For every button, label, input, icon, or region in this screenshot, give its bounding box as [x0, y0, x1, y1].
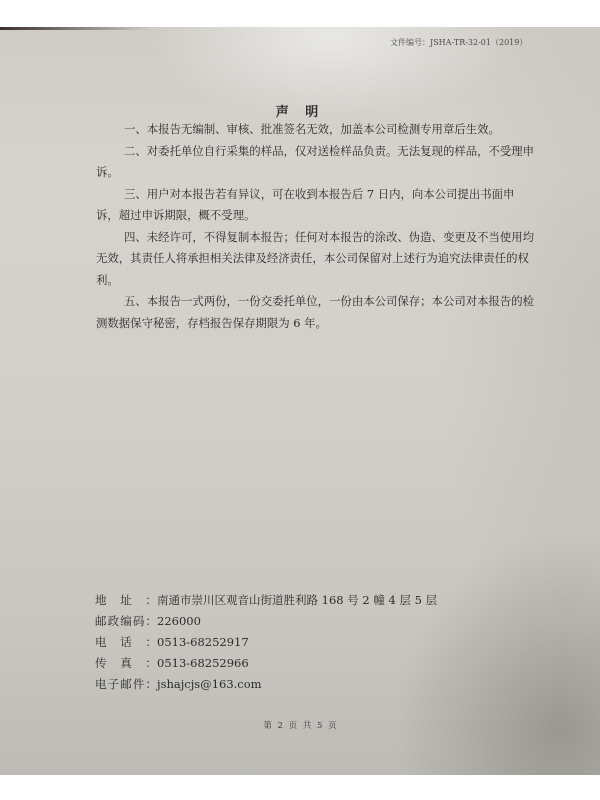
clause-1: 一、本报告无编制、审核、批准签名无效，加盖本公司检测专用章后生效。 [124, 122, 500, 136]
contact-label: 邮政编码： [95, 614, 157, 628]
contact-label: 地址： [95, 593, 157, 607]
contact-label: 电话： [95, 635, 157, 649]
contact-value: 南通市崇川区观音山街道胜利路 168 号 2 幢 4 层 5 层 [157, 593, 438, 607]
contact-value: jshajcjs@163.com [157, 677, 262, 691]
contact-value: 0513-68252966 [157, 656, 249, 670]
page-title: 声 明 [275, 105, 325, 120]
clause-5: 五、本报告一式两份，一份交委托单位，一份由本公司保存；本公司对本报告的检测数据保守秘密，存档报告保存期限为 6 年。 [96, 294, 535, 330]
contact-label: 传真： [95, 656, 157, 670]
document-photo [0, 27, 600, 775]
contact-fax [95, 653, 437, 674]
contact-info [95, 590, 437, 695]
contact-address [95, 590, 437, 611]
contact-postcode [95, 611, 437, 632]
declaration-clauses [96, 119, 536, 334]
contact-value: 226000 [157, 614, 201, 628]
contact-email [95, 674, 437, 695]
clause-2: 二、对委托单位自行采集的样品，仅对送检样品负责。无法复现的样品，不受理申诉。 [96, 143, 535, 179]
page-number: 第 2 页 共 5 页 [263, 721, 337, 731]
contact-label: 电子邮件： [95, 677, 157, 691]
contact-value: 0513-68252917 [157, 635, 249, 649]
clause-3: 三、用户对本报告若有异议，可在收到本报告后 7 日内，向本公司提出书面申诉，超过申诉期限，概不受理。 [96, 186, 515, 222]
contact-phone [95, 632, 437, 653]
document-number: 文件编号：JSHA-TR-32-01（2019） [390, 38, 528, 47]
clause-4: 四、未经许可，不得复制本报告；任何对本报告的涂改、伪造、变更及不当使用均无效，其责任人将承担相关法律及经济责任，本公司保留对上述行为追究法律责任的权利。 [96, 229, 535, 287]
